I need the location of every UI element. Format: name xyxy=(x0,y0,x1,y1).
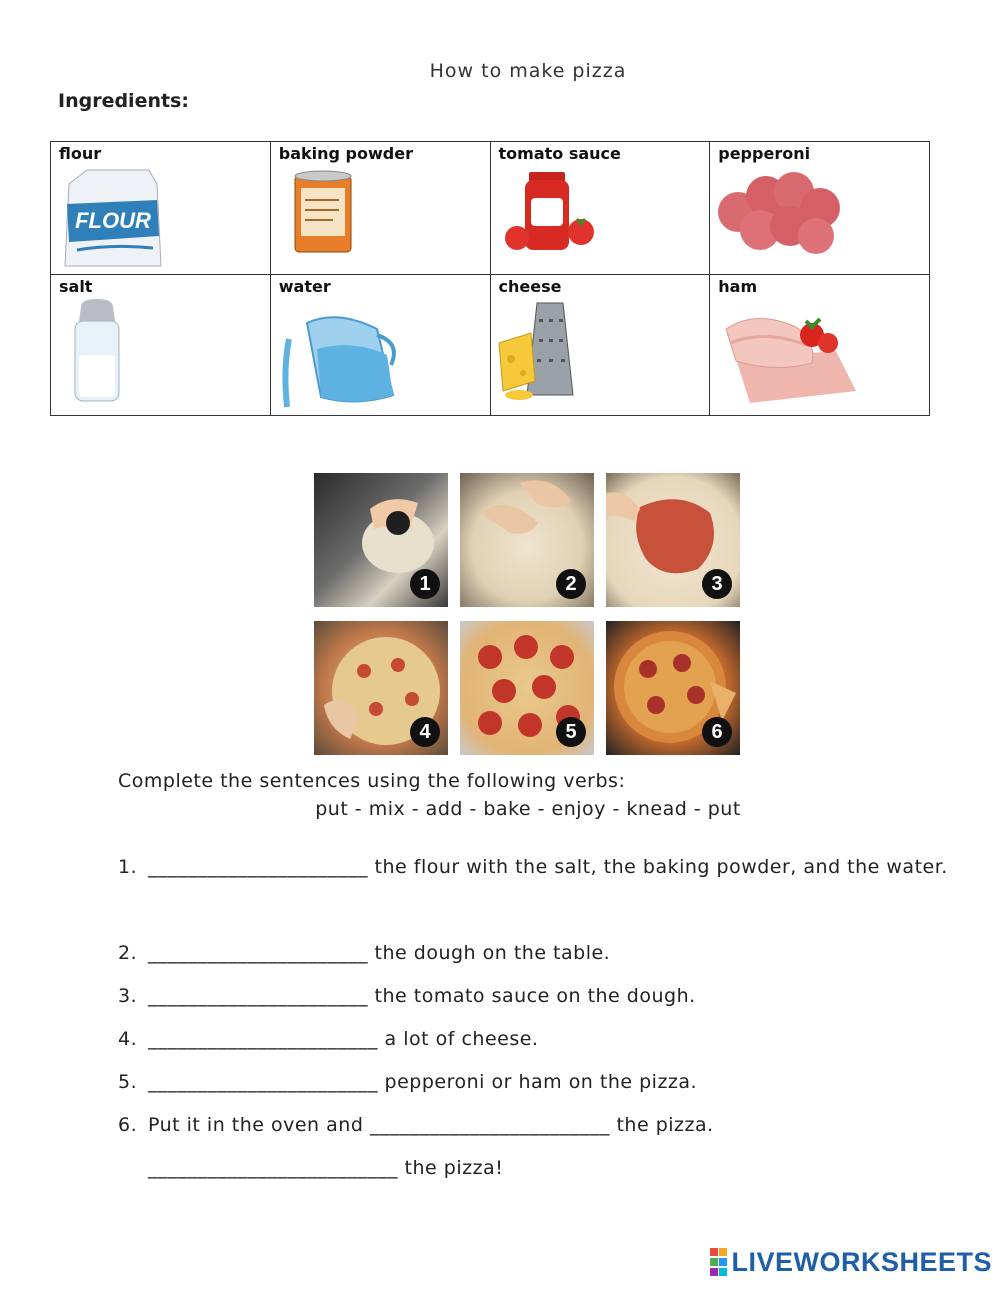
sentence-text: a lot of cheese. xyxy=(378,1028,539,1050)
sentence-text: the flour with the salt, the baking powder, and the water. xyxy=(368,856,948,878)
svg-text:FLOUR: FLOUR xyxy=(75,208,151,233)
step-photo xyxy=(314,621,448,755)
pepperoni-slices-image xyxy=(716,166,846,256)
ingredient-cell-tomato-sauce xyxy=(490,142,710,275)
sentence-1 xyxy=(118,856,948,878)
step-photo xyxy=(314,473,448,607)
sentence-number: 2. xyxy=(118,942,138,964)
water-jug-image xyxy=(277,299,407,409)
cheese-grater-image xyxy=(497,299,607,407)
sentence-2 xyxy=(118,942,610,964)
sentence-text: the tomato sauce on the dough. xyxy=(368,985,696,1007)
verb-list: put - mix - add - bake - enjoy - knead - put xyxy=(315,798,741,820)
instruction-text: Complete the sentences using the following verbs: xyxy=(118,770,626,792)
sentence-7 xyxy=(118,1157,503,1179)
step-photo xyxy=(460,621,594,755)
sentence-3 xyxy=(118,985,696,1007)
ham-slices-image xyxy=(716,299,866,409)
sentence-number: 3. xyxy=(118,985,138,1007)
ingredient-cell-water xyxy=(270,275,490,416)
step-number-badge: 6 xyxy=(702,717,732,747)
logo-badge-icon xyxy=(710,1248,728,1276)
ingredient-cell-ham xyxy=(710,275,930,416)
flour-bag-image xyxy=(57,166,167,272)
step-photo xyxy=(606,473,740,607)
step-number-badge: 4 xyxy=(410,717,440,747)
sentence-number: 6. xyxy=(118,1114,138,1136)
step-number-badge: 3 xyxy=(702,569,732,599)
step-number-badge: 5 xyxy=(556,717,586,747)
salt-shaker-image xyxy=(57,299,167,407)
sentence-number: 1. xyxy=(118,856,138,878)
step-photo xyxy=(606,621,740,755)
ingredient-name: flour xyxy=(59,144,102,163)
ingredient-name: ham xyxy=(718,277,758,296)
sentence-5 xyxy=(118,1071,697,1093)
answer-blank[interactable]: ______________________ xyxy=(148,985,368,1007)
sentence-number: 4. xyxy=(118,1028,138,1050)
answer-blank[interactable]: _________________________ xyxy=(148,1157,398,1179)
ingredient-name: tomato sauce xyxy=(498,144,621,163)
tomato-sauce-jar-image xyxy=(497,166,607,272)
ingredient-name: water xyxy=(278,277,331,296)
ingredient-name: baking powder xyxy=(278,144,413,163)
answer-blank[interactable]: ______________________ xyxy=(148,856,368,878)
sentence-6 xyxy=(118,1114,714,1136)
answer-blank[interactable]: _______________________ xyxy=(148,1071,378,1093)
sentence-text: the pizza. xyxy=(609,1114,714,1136)
brand-name: LIVEWORKSHEETS xyxy=(731,1246,992,1277)
sentence-4 xyxy=(118,1028,538,1050)
sentence-text: the dough on the table. xyxy=(368,942,611,964)
answer-blank[interactable]: _______________________ xyxy=(148,1028,378,1050)
page-title: How to make pizza xyxy=(429,60,627,82)
sentence-before: Put it in the oven and xyxy=(148,1114,370,1136)
sentence-text: the pizza! xyxy=(398,1157,504,1179)
baking-powder-tin-image xyxy=(277,166,387,272)
ingredient-cell-cheese xyxy=(490,275,710,416)
pizza-steps-photo-grid xyxy=(314,473,742,759)
answer-blank[interactable]: ______________________ xyxy=(148,942,368,964)
ingredient-cell-pepperoni xyxy=(710,142,930,275)
ingredient-name: salt xyxy=(59,277,93,296)
ingredient-name: pepperoni xyxy=(718,144,811,163)
liveworksheets-logo[interactable] xyxy=(710,1247,992,1277)
sentence-text: pepperoni or ham on the pizza. xyxy=(378,1071,698,1093)
step-photo xyxy=(460,473,594,607)
ingredients-heading: Ingredients: xyxy=(58,90,189,112)
ingredient-cell-baking-powder xyxy=(270,142,490,275)
ingredients-table xyxy=(50,141,930,416)
sentence-number: 5. xyxy=(118,1071,138,1093)
ingredient-name: cheese xyxy=(498,277,562,296)
step-number-badge: 2 xyxy=(556,569,586,599)
step-number-badge: 1 xyxy=(410,569,440,599)
answer-blank[interactable]: ________________________ xyxy=(369,1114,610,1136)
ingredient-cell-salt xyxy=(51,275,271,416)
ingredient-cell-flour xyxy=(51,142,271,275)
